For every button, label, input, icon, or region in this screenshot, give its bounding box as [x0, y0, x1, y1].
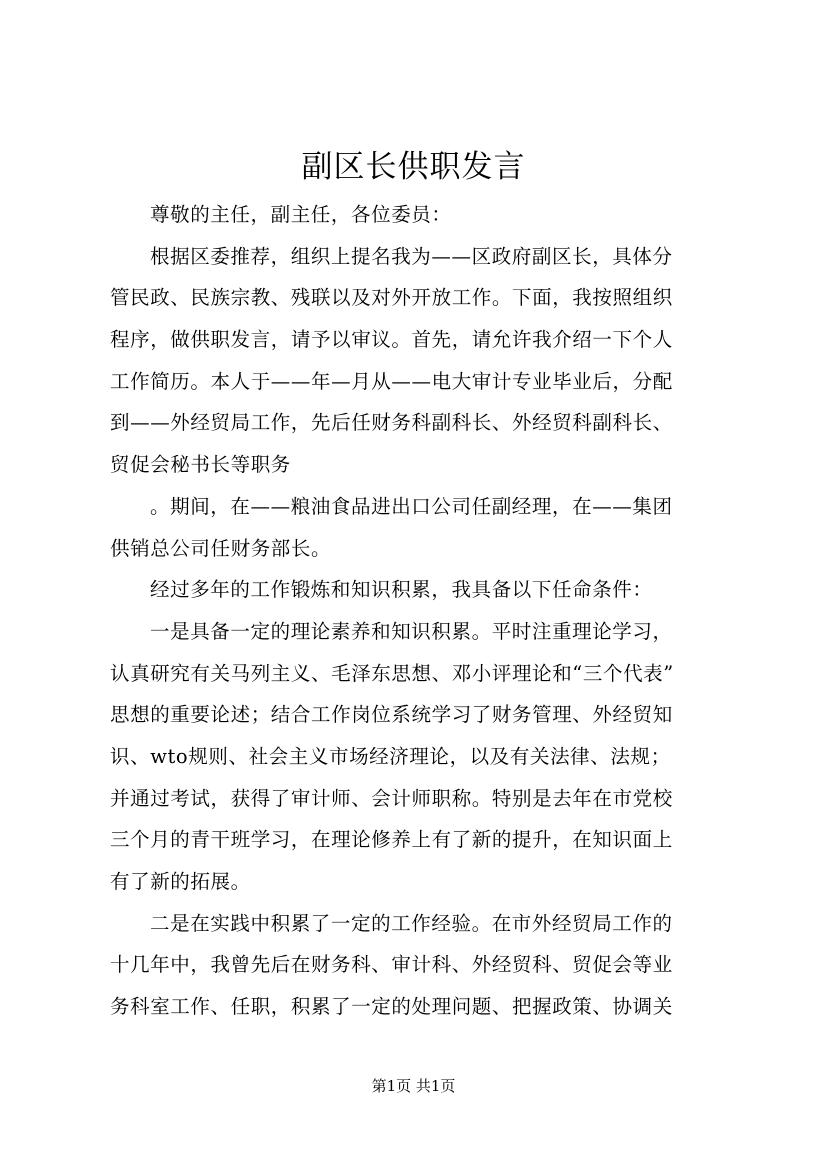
- text-line: 工作简历。本人于——年—月从——电大审计专业毕业后，分配: [110, 369, 673, 393]
- text-line: 一是具备一定的理论素养和知识积累。平时注重理论学习，: [150, 619, 673, 643]
- text-line: 管民政、民族宗教、残联以及对外开放工作。下面，我按照组织: [110, 286, 673, 310]
- text-line: 并通过考试，获得了审计师、会计师职称。特别是去年在市党校: [110, 786, 673, 810]
- document-body: [110, 194, 740, 1028]
- text-line: 经过多年的工作锻炼和知识积累，我具备以下任命条件：: [150, 578, 653, 602]
- text-line: 十几年中，我曾先后在财务科、审计科、外经贸科、贸促会等业: [110, 953, 673, 977]
- text-line: 识、wto规则、社会主义市场经济理论，以及有关法律、法规；: [110, 744, 671, 768]
- text-line: 。期间，在——粮油食品进出口公司任副经理，在——集团: [150, 494, 673, 518]
- text-line: 贸促会秘书长等职务: [110, 453, 291, 477]
- text-line: 二是在实践中积累了一定的工作经验。在市外经贸局工作的: [150, 911, 673, 935]
- text-line: 到——外经贸局工作，先后任财务科副科长、外经贸科副科长、: [110, 411, 673, 435]
- text-line: 思想的重要论述；结合工作岗位系统学习了财务管理、外经贸知: [110, 703, 673, 727]
- text-line: 供销总公司任财务部长。: [110, 536, 332, 560]
- text-line: 务科室工作、任职，积累了一定的处理问题、把握政策、协调关: [110, 995, 673, 1019]
- text-line: 尊敬的主任，副主任，各位委员：: [150, 203, 452, 226]
- page-footer: 第1页 共1页: [371, 1077, 456, 1095]
- document-title: 副区长供职发言: [301, 149, 526, 185]
- text-line: 有了新的拓展。: [110, 870, 251, 893]
- text-line: 三个月的青干班学习，在理论修养上有了新的提升，在知识面上: [110, 828, 673, 852]
- text-line: 根据区委推荐，组织上提名我为——区政府副区长，具体分: [150, 244, 673, 268]
- text-line: 认真研究有关马列主义、毛泽东思想、邓小评理论和“三个代表”: [110, 661, 674, 685]
- text-line: 程序，做供职发言，请予以审议。首先，请允许我介绍一下个人: [110, 328, 673, 352]
